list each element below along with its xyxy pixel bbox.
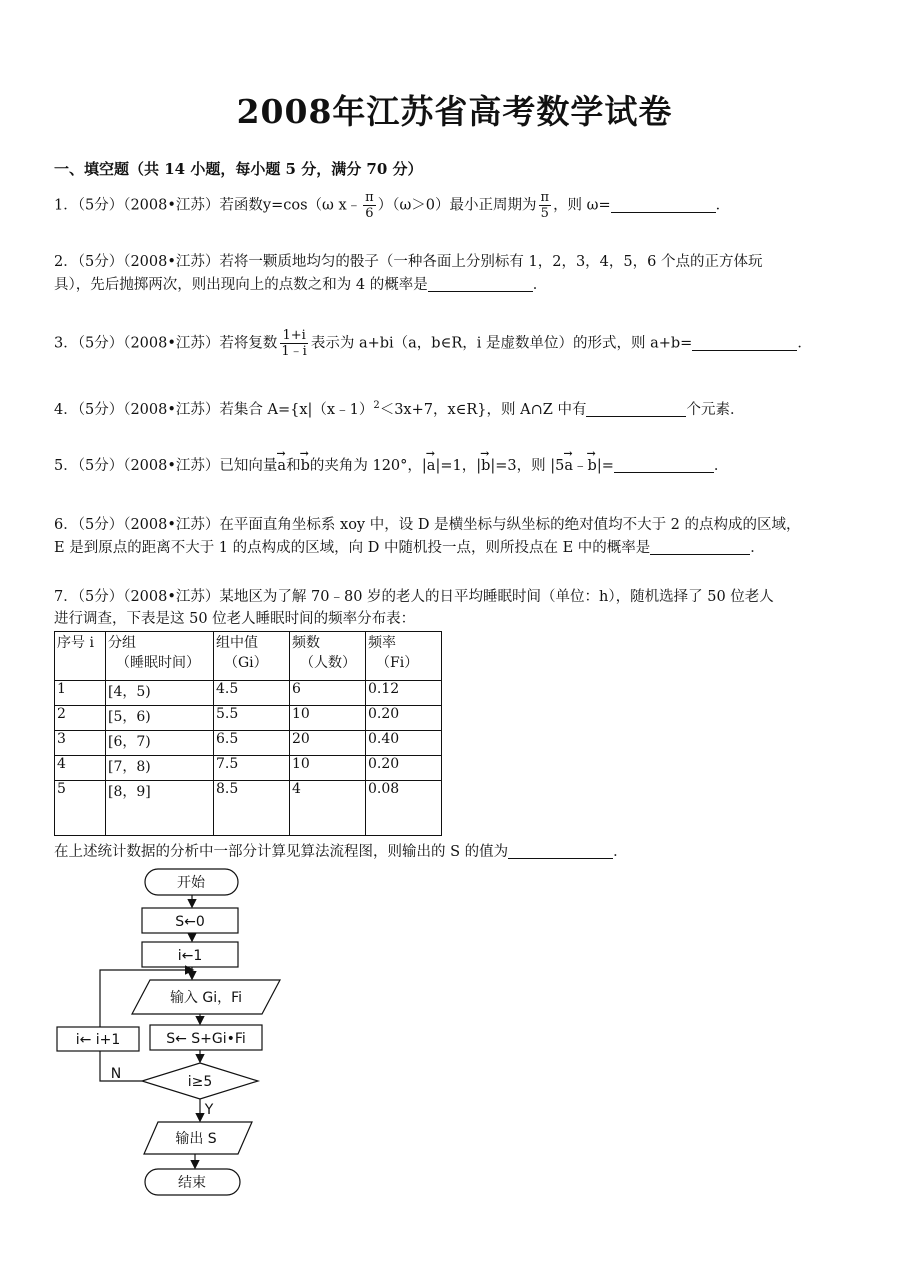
flow-end-label: 结束 xyxy=(178,1175,206,1191)
table-cell: 0.12 xyxy=(366,681,442,706)
question-7-line-2: 进行调查，下表是这 50 位老人睡眠时间的频率分布表： xyxy=(54,611,416,627)
flow-condition-label: i≥5 xyxy=(187,1074,213,1090)
q5-minus: ﹣ xyxy=(573,458,588,474)
table-cell: 0.20 xyxy=(366,756,442,781)
q5-and: 和 xyxy=(286,458,301,474)
q1-frac2-den: 5 xyxy=(540,206,549,221)
flow-output-label: 输出 S xyxy=(175,1131,217,1147)
header-bottom: （Fi） xyxy=(376,655,419,671)
q5-vector-a-1: → a xyxy=(277,455,286,477)
question-6-line-1: 6．（5分）（2008•江苏）在平面直角坐标系 xoy 中，设 D 是横坐标与纵坐标的绝对值均不大于 2 的点构成的区域， xyxy=(54,517,801,533)
q1-head: 1．（5分）（2008•江苏）若函数y=cos（ω x﹣ xyxy=(54,197,362,214)
table-cell: 7.5 xyxy=(214,756,290,781)
table-cell: [4，5) xyxy=(106,681,214,706)
question-7-line-1: 7．（5分）（2008•江苏）某地区为了解 70﹣80 岁的老人的日平均睡眠时间（单位：h），随机选择了 50 位老人 xyxy=(54,589,774,605)
q5-vector-a-3: → a xyxy=(564,455,573,477)
header-bottom: （Gi） xyxy=(224,655,268,671)
q5-mid: 的夹角为 120°，| xyxy=(309,458,427,474)
table-cell: 0.08 xyxy=(366,781,442,836)
q3-frac-num: 1+i xyxy=(282,328,306,343)
q5-vector-a-2: → a xyxy=(427,455,436,477)
table-cell: 8.5 xyxy=(214,781,290,836)
table-cell: [5，6) xyxy=(106,706,214,731)
q5-eq1: |=1，| xyxy=(435,458,482,474)
flow-increment-label: i← i+1 xyxy=(75,1032,121,1048)
flow-update-label: S← S+Gi•Fi xyxy=(166,1031,246,1047)
section-heading: 一、填空题（共 14 小题，每小题 5 分，满分 70 分） xyxy=(54,160,423,178)
table-cell: 1 xyxy=(55,681,106,706)
flow-input-label: 输入 Gi，Fi xyxy=(169,990,243,1006)
table-cell: [6，7) xyxy=(106,731,214,756)
header-top: 频率 xyxy=(368,635,396,651)
q3-frac-den: 1﹣i xyxy=(281,344,307,359)
table-cell: [7，8) xyxy=(106,756,214,781)
header-bottom: （睡眠时间） xyxy=(116,655,200,671)
flow-init-s-label: S←0 xyxy=(175,914,205,930)
q1-frac1-den: 6 xyxy=(365,206,374,221)
q7-end: ． xyxy=(613,844,628,860)
table-cell: 2 xyxy=(55,706,106,731)
q5-head: 5．（5分）（2008•江苏）已知向量 xyxy=(54,458,278,474)
q1-frac2-num: π xyxy=(540,190,550,205)
header-top: 频数 xyxy=(292,635,320,651)
flow-init-i-label: i←1 xyxy=(177,948,203,964)
flow-start-label: 开始 xyxy=(177,875,205,891)
q5-vector-b-3: → b xyxy=(588,455,597,477)
q5-end: ． xyxy=(713,458,729,474)
q1-mid: ）（ω＞0）最小正周期为 xyxy=(377,197,537,214)
q6-line2-text: E 是到原点的距离不大于 1 的点构成的区域，向 D 中随机投一点，则所投点在 E 中的概率是 xyxy=(54,540,651,556)
q4-head: 4．（5分）（2008•江苏）若集合 A={x|（x﹣1） xyxy=(54,401,374,418)
header-top: 序号 i xyxy=(57,635,94,651)
q4-tail: ＜3x+7，x∈R}，则 A∩Z 中有 xyxy=(379,401,587,418)
question-2-line-1: 2．（5分）（2008•江苏）若将一颗质地均匀的骰子（一种各面上分别标有 1，2，3，4，5，6 个点的正方体玩 xyxy=(54,254,763,270)
q5-vector-b-2: → b xyxy=(481,455,490,477)
q5-vector-b-1: → b xyxy=(301,455,310,477)
q3-tail: 表示为 a+bi（a，b∈R，i 是虚数单位）的形式，则 a+b= xyxy=(310,335,693,352)
q1-end: ． xyxy=(715,197,731,214)
table-cell: [8，9] xyxy=(106,781,214,836)
q5-eq3: |= xyxy=(596,458,614,474)
q3-head: 3．（5分）（2008•江苏）若将复数 xyxy=(54,335,278,352)
q1-frac1-num: π xyxy=(365,190,374,205)
table-cell: 4 xyxy=(55,756,106,781)
table-cell: 4.5 xyxy=(214,681,290,706)
table-cell: 4 xyxy=(290,781,366,836)
header-top: 分组 xyxy=(108,635,136,651)
table-cell: 0.40 xyxy=(366,731,442,756)
header-top: 组中值 xyxy=(216,635,258,651)
q4-end: 个元素． xyxy=(686,401,745,418)
q2-line2-text: 具），先后抛掷两次，则出现向上的点数之和为 4 的概率是 xyxy=(54,277,428,293)
table-cell: 10 xyxy=(290,756,366,781)
table-cell: 20 xyxy=(290,731,366,756)
table-cell: 6 xyxy=(290,681,366,706)
table-cell: 3 xyxy=(55,731,106,756)
q2-end: ． xyxy=(532,277,548,293)
q1-tail: ，则 ω= xyxy=(553,197,611,214)
flow-yes-label: Y xyxy=(204,1102,214,1118)
page-title: 2008年江苏省高考数学试卷 xyxy=(236,92,673,131)
q4-superscript: 2 xyxy=(373,400,380,411)
table-cell: 0.20 xyxy=(366,706,442,731)
q3-end: ． xyxy=(797,335,812,352)
table-cell: 6.5 xyxy=(214,731,290,756)
table-cell: 5 xyxy=(55,781,106,836)
flow-no-label: N xyxy=(110,1066,122,1082)
header-bottom: （人数） xyxy=(300,655,356,671)
q7-after-text: 在上述统计数据的分析中一部分计算见算法流程图，则输出的 S 的值为 xyxy=(54,844,509,860)
table-cell: 5.5 xyxy=(214,706,290,731)
q6-end: ． xyxy=(750,540,765,556)
q5-eq2: |=3，则 |5 xyxy=(490,458,565,474)
table-cell: 10 xyxy=(290,706,366,731)
